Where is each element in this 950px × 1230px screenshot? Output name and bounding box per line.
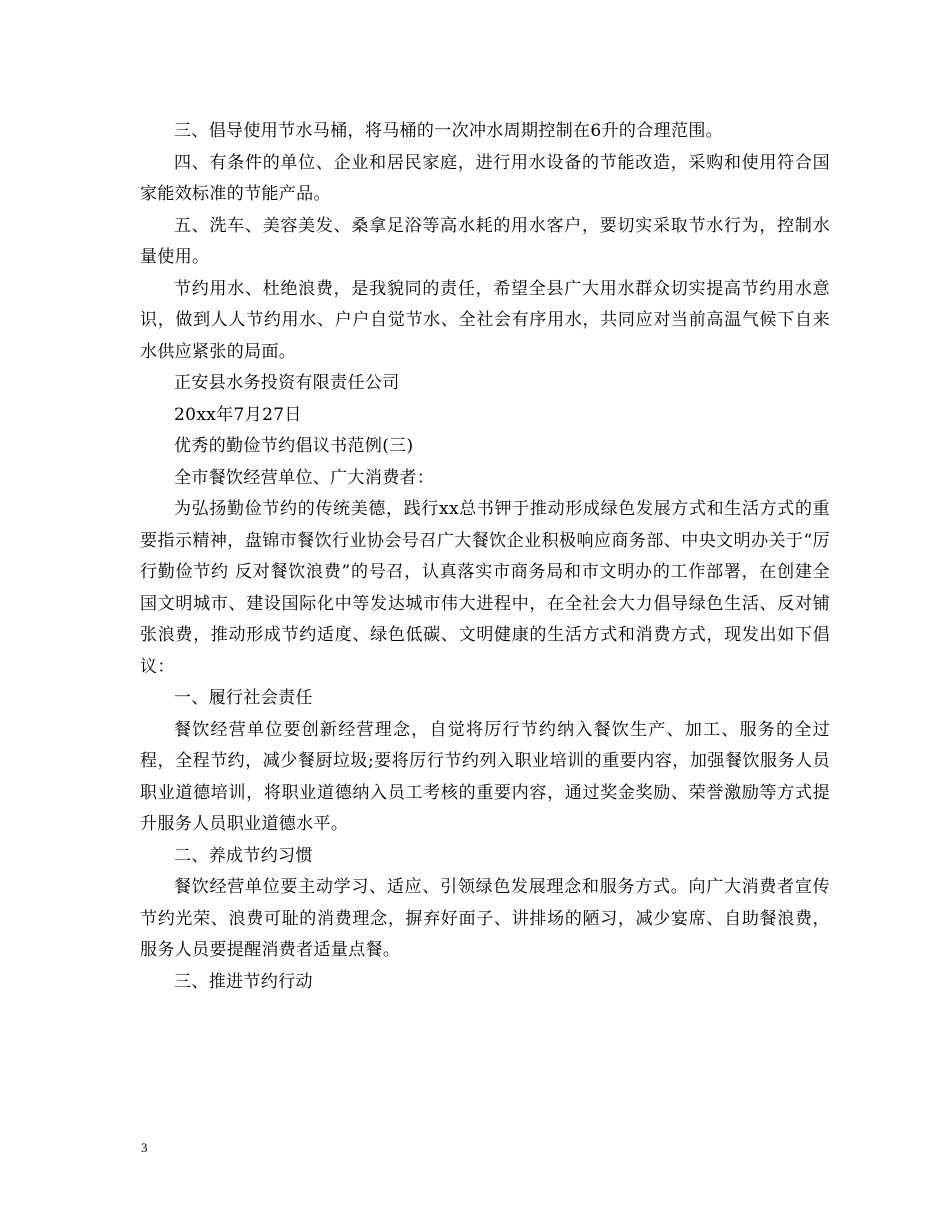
- paragraph-item-3: 三、倡导使用节水马桶，将马桶的一次冲水周期控制在6升的合理范围。: [174, 121, 724, 141]
- social-responsibility-paragraph: 餐饮经营单位要创新经营理念，自觉将厉行节约纳入餐饮生产、加工、服务的全过程，全程节约，减少餐厨垃圾;要将厉行节约列入职业培训的重要内容，加强餐饮服务人员职业道德培训，将职业道德纳入员工考核的重要内容，通过奖金奖励、荣誉激励等方式提升服务人员职业道德水平。: [140, 719, 830, 834]
- heading-social-responsibility: 一、履行社会责任: [174, 688, 313, 708]
- section-title: 优秀的勤俭节约倡议书范例(三): [174, 436, 414, 456]
- intro-paragraph: 为弘扬勤俭节约的传统美德，践行xx总书钾于推动形成绿色发展方式和生活方式的重要指示精神，盘锦市餐饮行业协会号召广大餐饮企业积极响应商务部、中央文明办关于“厉行勤俭节约 反对餐饮浪费”的号召，认真落实市商务局和市文明办的工作部署，在创建全国文明城市、建设国际化中等发达城市伟大进程中，在全社会大力倡导绿色生活、反对铺张浪费，推动形成节约适度、绿色低碳、文明健康的生活方式和消费方式，现发出如下倡议：: [140, 499, 830, 677]
- salutation: 全市餐饮经营单位、广大消费者：: [174, 467, 435, 488]
- document-body: [140, 116, 830, 998]
- page-number: 3: [141, 1140, 148, 1155]
- paragraph-item-5: 五、洗车、美容美发、桑拿足浴等高水耗的用水客户，要切实采取节水行为，控制水量使用。: [140, 215, 830, 267]
- issuer-name: 正安县水务投资有限责任公司: [174, 373, 400, 393]
- saving-habits-paragraph: 餐饮经营单位要主动学习、适应、引领绿色发展理念和服务方式。向广大消费者宣传节约光荣、浪费可耻的消费理念，摒弃好面子、讲排场的陋习，减少宴席、自助餐浪费，服务人员要提醒消费者适量点餐。: [140, 877, 830, 960]
- paragraph-item-4: 四、有条件的单位、企业和居民家庭，进行用水设备的节能改造，采购和使用符合国家能效标准的节能产品。: [140, 152, 830, 204]
- heading-saving-habits: 二、养成节约习惯: [174, 845, 313, 866]
- issue-date: 20xx年7月27日: [174, 404, 302, 425]
- heading-saving-actions: 三、推进节约行动: [174, 971, 313, 992]
- appeal-paragraph: 节约用水、杜绝浪费，是我貌同的责任，希望全县广大用水群众切实提高节约用水意识，做到人人节约用水、户户自觉节水、全社会有序用水，共同应对当前高温气候下自来水供应紧张的局面。: [140, 278, 830, 362]
